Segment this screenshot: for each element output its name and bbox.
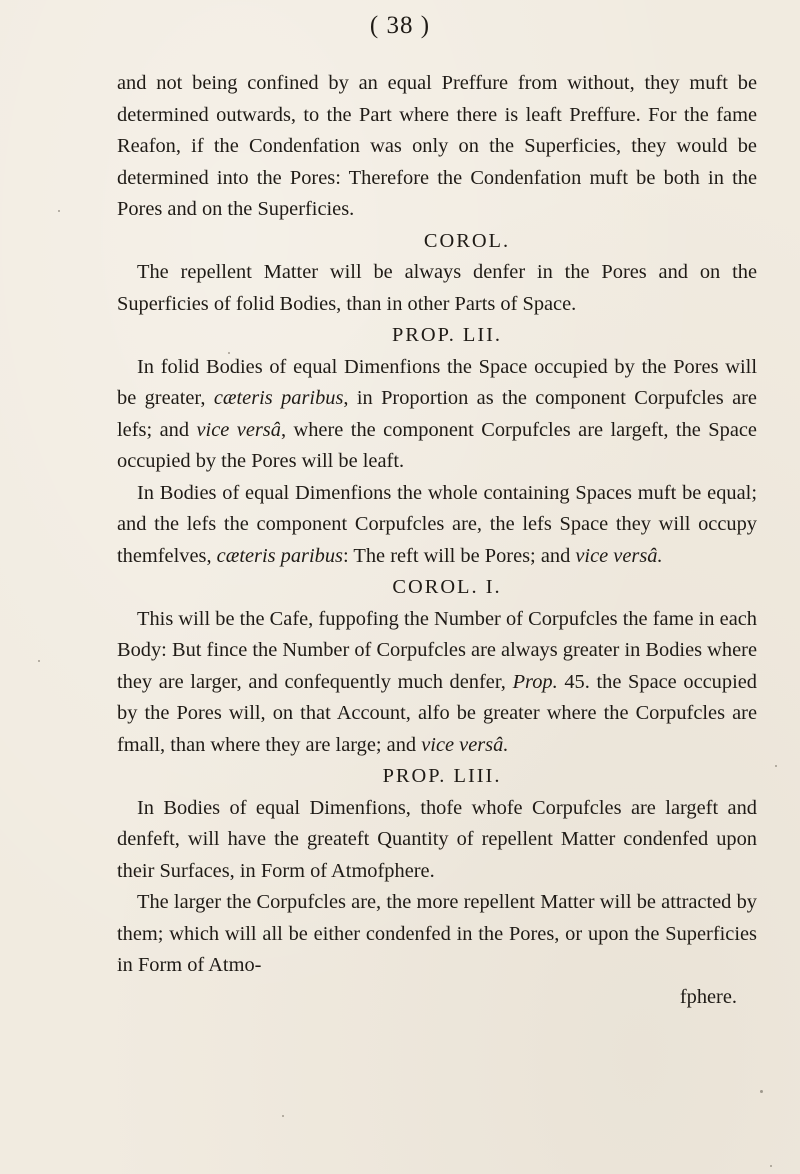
- italic-run: Prop.: [512, 670, 558, 693]
- text-run: 45. the Space occupied by the Pores will, on that Account, alfo be greater where the Corpufcles are fmall, than where they are large; and: [117, 670, 757, 756]
- corollary-heading: COROL.: [423, 229, 511, 252]
- paper-speck: [760, 1090, 763, 1093]
- paper-speck: [58, 210, 60, 212]
- corollary-text: The repellent Matter will be always denfer in the Pores and on the Superficies of folid Bodies, than in other Parts of Space.: [117, 261, 757, 315]
- corollary-1-heading: COROL. I.: [392, 576, 502, 598]
- italic-run: cæteris paribus: [216, 544, 343, 567]
- proposition-53-statement: In Bodies of equal Dimenfions, thofe whofe Corpufcles are largeft and denfeft, will have the greateft Quantity of repellent Matter condenfed upon their Surfaces, in Form of Atmofphere.: [117, 796, 757, 882]
- text-run: In folid Bodies of equal Dimenfions the Space occupied by the Pores will be greater,: [117, 355, 757, 409]
- paper-speck: [228, 352, 230, 354]
- italic-run: cæteris paribus: [213, 387, 344, 409]
- paper-speck: [38, 660, 40, 662]
- proposition-52-statement: [117, 352, 757, 478]
- corollary-1-text: [117, 604, 757, 762]
- italic-run: vice versâ.: [421, 733, 509, 756]
- text-run: This will be the Cafe, fuppofing the Number of Corpufcles the fame in each Body: But fince the Number of Corpufcles are always greater in Bodies where they are larger, and confequently much denfer,: [117, 607, 757, 693]
- italic-run: vice versâ: [196, 418, 281, 441]
- paragraph-continuation: and not being confined by an equal Preffure from without, they muft be determined outwards, to the Part where there is leaft Preffure. For the fame Reafon, if the Condenfation was only on the Superficies, they would be determined into the Pores: Therefore the Condenfation muft be both in the Pores and on the Superficies.: [117, 72, 757, 220]
- text-block: [117, 68, 757, 1013]
- catchword: fphere.: [679, 985, 737, 1008]
- proposition-52-heading: PROP. LII.: [391, 324, 503, 346]
- paper-speck: [770, 1165, 772, 1167]
- text-run: In Bodies of equal Dimenfions the whole containing Spaces muft be equal; and the lefs the component Corpufcles are, the lefs Space they will occupy themfelves,: [117, 481, 757, 567]
- italic-run: vice versâ.: [575, 544, 663, 567]
- proposition-53-heading: PROP. LIII.: [382, 765, 502, 787]
- text-run: , where the component Corpufcles are largeft, the Space occupied by the Pores will be leaft.: [117, 418, 757, 472]
- paper-speck: [282, 1115, 284, 1117]
- proposition-52-proof: [117, 478, 757, 573]
- text-run: : The reft will be Pores; and: [343, 544, 571, 567]
- paper-speck: [775, 765, 777, 767]
- proposition-53-proof: The larger the Corpufcles are, the more repellent Matter will be attracted by them; which will all be either condenfed in the Pores, or upon the Superficies in Form of Atmo-: [117, 891, 757, 976]
- page-number: ( 38 ): [369, 12, 431, 39]
- text-run: , in Proportion as the component Corpufcles are lefs; and: [117, 387, 757, 441]
